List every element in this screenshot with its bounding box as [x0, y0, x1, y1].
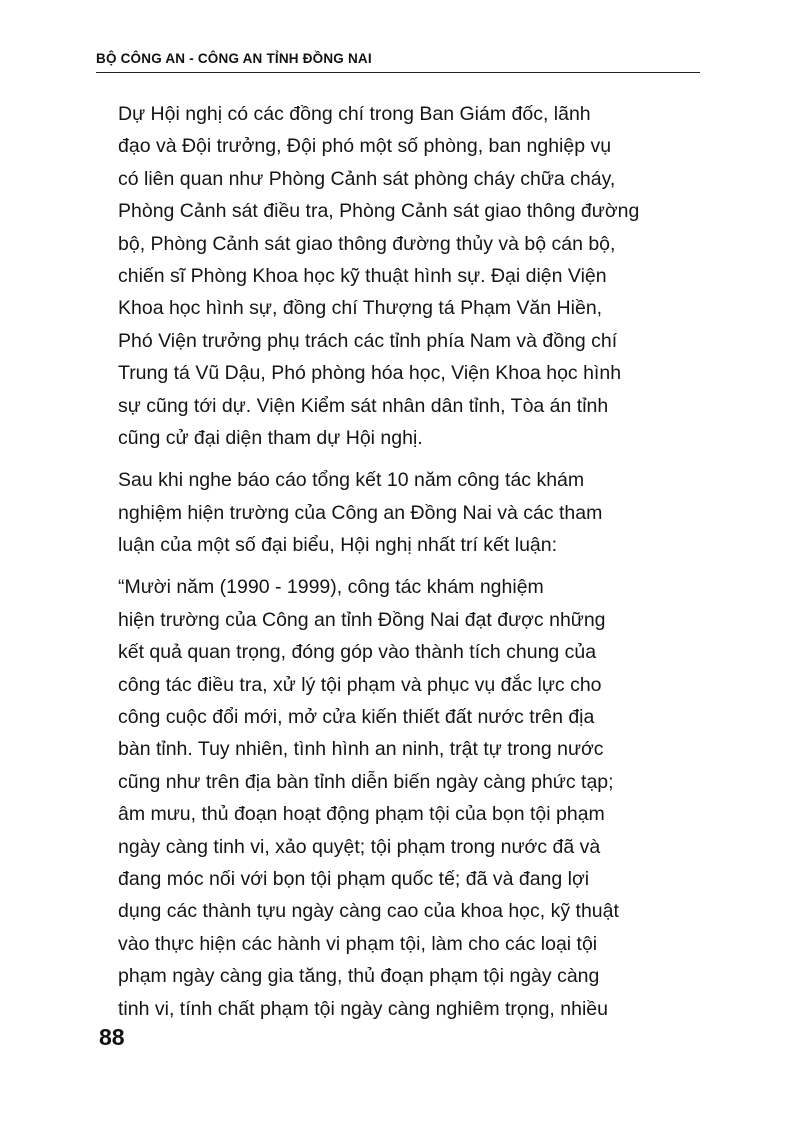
text-line: đang móc nối với bọn tội phạm quốc tế; đã và đang lợi [118, 867, 590, 890]
paragraph-gap [118, 561, 704, 571]
text-line: hiện trường của Công an tỉnh Đồng Nai đạt được những [118, 608, 606, 631]
paragraph-gap [118, 454, 704, 464]
text-line: dụng các thành tựu ngày càng cao của khoa học, kỹ thuật [118, 900, 619, 923]
text-line: công cuộc đổi mới, mở cửa kiến thiết đất nước trên địa [118, 706, 595, 729]
text-line: cũng cử đại diện tham dự Hội nghị. [118, 426, 423, 449]
text-line: bộ, Phòng Cảnh sát giao thông đường thủy và bộ cán bộ, [118, 232, 616, 255]
text-line: chiến sĩ Phòng Khoa học kỹ thuật hình sự. Đại diện Viện [118, 264, 607, 287]
body-text [118, 98, 704, 1025]
text-line: Khoa học hình sự, đồng chí Thượng tá Phạm Văn Hiền, [118, 297, 603, 320]
text-line: “Mười năm (1990 - 1999), công tác khám nghiệm [118, 576, 544, 599]
text-line: công tác điều tra, xử lý tội phạm và phục vụ đắc lực cho [118, 673, 602, 696]
text-line: tinh vi, tính chất phạm tội ngày càng nghiêm trọng, nhiều [118, 997, 608, 1020]
text-line: cũng như trên địa bàn tỉnh diễn biến ngày càng phức tạp; [118, 770, 614, 793]
paragraph [118, 571, 704, 1024]
text-line: Phó Viện trưởng phụ trách các tỉnh phía Nam và đồng chí [118, 329, 618, 352]
text-line: kết quả quan trọng, đóng góp vào thành tích chung của [118, 641, 597, 664]
page-number: 88 [99, 1024, 125, 1050]
text-line: vào thực hiện các hành vi phạm tội, làm cho các loại tội [118, 932, 598, 955]
text-line: bàn tỉnh. Tuy nhiên, tình hình an ninh, trật tự trong nước [118, 738, 604, 761]
text-line: Phòng Cảnh sát điều tra, Phòng Cảnh sát giao thông đường [118, 200, 640, 223]
text-line: Trung tá Vũ Dậu, Phó phòng hóa học, Viện Khoa học hình [118, 362, 622, 385]
text-line: đạo và Đội trưởng, Đội phó một số phòng, ban nghiệp vụ [118, 135, 612, 158]
text-line: Sau khi nghe báo cáo tổng kết 10 năm công tác khám [118, 469, 585, 492]
running-header: BỘ CÔNG AN - CÔNG AN TỈNH ĐỒNG NAI [96, 51, 372, 66]
text-line: Dự Hội nghị có các đồng chí trong Ban Giám đốc, lãnh [118, 103, 591, 125]
text-line: ngày càng tinh vi, xảo quyệt; tội phạm trong nước đã và [118, 835, 601, 858]
header-rule [96, 72, 700, 73]
paragraph [118, 464, 704, 561]
paragraph [118, 98, 704, 454]
text-line: nghiệm hiện trường của Công an Đồng Nai và các tham [118, 501, 603, 524]
text-line: sự cũng tới dự. Viện Kiểm sát nhân dân tỉnh, Tòa án tỉnh [118, 394, 609, 417]
text-line: âm mưu, thủ đoạn hoạt động phạm tội của bọn tội phạm [118, 803, 605, 826]
text-line: có liên quan như Phòng Cảnh sát phòng cháy chữa cháy, [118, 167, 616, 190]
text-line: phạm ngày càng gia tăng, thủ đoạn phạm tội ngày càng [118, 965, 600, 988]
text-line: luận của một số đại biểu, Hội nghị nhất trí kết luận: [118, 534, 558, 557]
